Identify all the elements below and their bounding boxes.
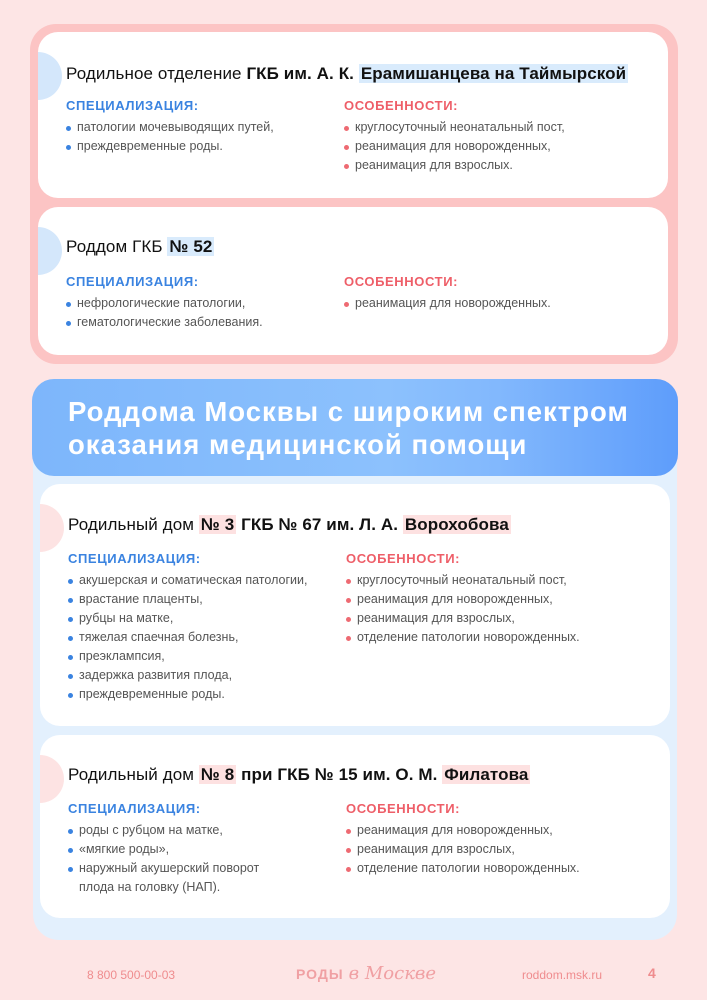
specialization-column [66, 274, 263, 332]
list-item [346, 859, 580, 878]
title-highlight: Ерамишанцева на Таймырской [360, 64, 627, 83]
list-item-text: тяжелая спаечная болезнь, [79, 630, 239, 644]
list-item-text: гематологические заболевания. [77, 315, 263, 329]
title-prefix: Родильный дом [68, 765, 199, 784]
section-banner [32, 379, 678, 476]
banner-title-line-1: Роддома Москвы с широким спектром [68, 396, 629, 427]
features-column [346, 801, 580, 878]
bullet-icon [346, 867, 351, 872]
bullet-icon [66, 302, 71, 307]
card-notch-decoration [38, 52, 62, 100]
bullet-icon [68, 579, 73, 584]
list-item-text: реанимация для взрослых. [355, 158, 513, 172]
title-prefix: Родильное отделение [66, 64, 247, 83]
maternity-card-vorokhobov [40, 484, 670, 726]
features-list [344, 118, 565, 175]
list-item [68, 628, 307, 647]
logo-script: в Москве [348, 963, 437, 984]
bullet-icon [68, 867, 73, 872]
bullet-icon [346, 617, 351, 622]
footer-phone[interactable]: 8 800 500-00-03 [87, 968, 176, 982]
list-item-text: отделение патологии новорожденных. [357, 630, 580, 644]
list-item [68, 859, 259, 878]
title-bold: ГКБ им. А. К. [246, 64, 359, 83]
list-item-text: реанимация для новорожденных. [355, 296, 551, 310]
bullet-icon [344, 126, 349, 131]
list-item [66, 137, 274, 156]
card-title [66, 64, 628, 84]
bullet-icon [344, 302, 349, 307]
features-list [346, 821, 580, 878]
list-item [346, 609, 580, 628]
bullet-icon [346, 848, 351, 853]
list-item-text: преждевременные роды. [77, 139, 223, 153]
bullet-icon [68, 636, 73, 641]
specialization-heading: СПЕЦИАЛИЗАЦИЯ: [68, 551, 201, 566]
card-title [68, 515, 511, 535]
title-prefix: Роддом ГКБ [66, 237, 168, 256]
bullet-icon [344, 145, 349, 150]
features-heading: ОСОБЕННОСТИ: [344, 98, 459, 113]
list-item-text: реанимация для новорожденных, [357, 823, 553, 837]
specialization-column [68, 801, 259, 897]
list-item-text: реанимация для взрослых, [357, 842, 515, 856]
bullet-icon [68, 598, 73, 603]
list-item [68, 666, 307, 685]
list-item-continuation [68, 878, 259, 897]
logo-caps: РОДЫ [296, 966, 344, 982]
title-highlight: Филатова [444, 765, 529, 784]
list-item-text: наружный акушерский поворот [79, 861, 260, 875]
list-item [344, 294, 551, 313]
features-list [346, 571, 580, 647]
list-item [68, 647, 307, 666]
bullet-icon [346, 636, 351, 641]
title-prefix: Родильный дом [68, 515, 199, 534]
list-item-text: реанимация для взрослых, [357, 611, 515, 625]
bullet-icon [346, 579, 351, 584]
list-item [346, 840, 580, 859]
list-item [68, 590, 307, 609]
banner-title-line-2: оказания медицинской помощи [68, 429, 528, 460]
features-heading: ОСОБЕННОСТИ: [346, 801, 461, 816]
list-item-text: патологии мочевыводящих путей, [77, 120, 274, 134]
list-item [66, 313, 263, 332]
specialization-list [68, 821, 259, 897]
bullet-icon [68, 674, 73, 679]
title-highlight: № 3 [200, 515, 235, 534]
list-item [68, 685, 307, 704]
card-title [68, 765, 530, 785]
title-highlight: Ворохобова [404, 515, 509, 534]
list-item-text: врастание плаценты, [79, 592, 203, 606]
specialization-column [68, 551, 307, 704]
list-item-text: рубцы на матке, [79, 611, 174, 625]
title-highlight: № 52 [169, 237, 213, 256]
bullet-icon [68, 829, 73, 834]
card-notch-decoration [40, 504, 64, 552]
bullet-icon [68, 655, 73, 660]
title-bold: ГКБ № 67 им. Л. А. [236, 515, 403, 534]
list-item-text: плода на головку (НАП). [79, 880, 221, 894]
bullet-icon [66, 145, 71, 150]
list-item [344, 137, 565, 156]
list-item [68, 821, 259, 840]
list-item-text: реанимация для новорожденных, [355, 139, 551, 153]
bullet-icon [66, 126, 71, 131]
list-item [346, 821, 580, 840]
page-number: 4 [648, 965, 656, 981]
features-column [344, 274, 551, 313]
list-item [346, 590, 580, 609]
bullet-icon [68, 848, 73, 853]
specialization-column [66, 98, 274, 156]
specialization-list [66, 294, 263, 332]
features-heading: ОСОБЕННОСТИ: [346, 551, 461, 566]
maternity-card-gkb52 [38, 207, 668, 355]
list-item-text: преждевременные роды. [79, 687, 225, 701]
features-list [344, 294, 551, 313]
card-title [66, 237, 214, 257]
title-highlight: № 8 [200, 765, 235, 784]
list-item [344, 118, 565, 137]
card-notch-decoration [40, 755, 64, 803]
bullet-icon [66, 321, 71, 326]
bullet-icon [346, 598, 351, 603]
features-column [346, 551, 580, 647]
features-column [344, 98, 565, 175]
title-bold: при ГКБ № 15 им. О. М. [236, 765, 443, 784]
maternity-card-eramishantsev [38, 32, 668, 198]
list-item [66, 118, 274, 137]
list-item-text: отделение патологии новорожденных. [357, 861, 580, 875]
specialization-list [68, 571, 307, 704]
list-item [68, 840, 259, 859]
list-item [66, 294, 263, 313]
specialization-heading: СПЕЦИАЛИЗАЦИЯ: [66, 274, 199, 289]
footer-website-link[interactable]: roddom.msk.ru [522, 968, 603, 982]
features-heading: ОСОБЕННОСТИ: [344, 274, 459, 289]
list-item [68, 609, 307, 628]
bullet-icon [346, 829, 351, 834]
list-item-text: круглосуточный неонатальный пост, [357, 573, 567, 587]
card-notch-decoration [38, 227, 62, 275]
list-item [344, 156, 565, 175]
list-item [346, 628, 580, 647]
specialization-heading: СПЕЦИАЛИЗАЦИЯ: [66, 98, 199, 113]
list-item-text: преэклампсия, [79, 649, 165, 663]
bullet-icon [68, 617, 73, 622]
list-item-text: задержка развития плода, [79, 668, 233, 682]
list-item-text: роды с рубцом на матке, [79, 823, 223, 837]
specialization-heading: СПЕЦИАЛИЗАЦИЯ: [68, 801, 201, 816]
list-item [346, 571, 580, 590]
bullet-icon [344, 164, 349, 169]
footer-logo [296, 963, 436, 984]
list-item-text: круглосуточный неонатальный пост, [355, 120, 565, 134]
list-item [68, 571, 307, 590]
specialization-list [66, 118, 274, 156]
maternity-card-filatov [40, 735, 670, 918]
list-item-text: нефрологические патологии, [77, 296, 246, 310]
list-item-text: акушерская и соматическая патологии, [79, 573, 308, 587]
list-item-text: «мягкие роды», [79, 842, 170, 856]
list-item-text: реанимация для новорожденных, [357, 592, 553, 606]
bullet-icon [68, 693, 73, 698]
